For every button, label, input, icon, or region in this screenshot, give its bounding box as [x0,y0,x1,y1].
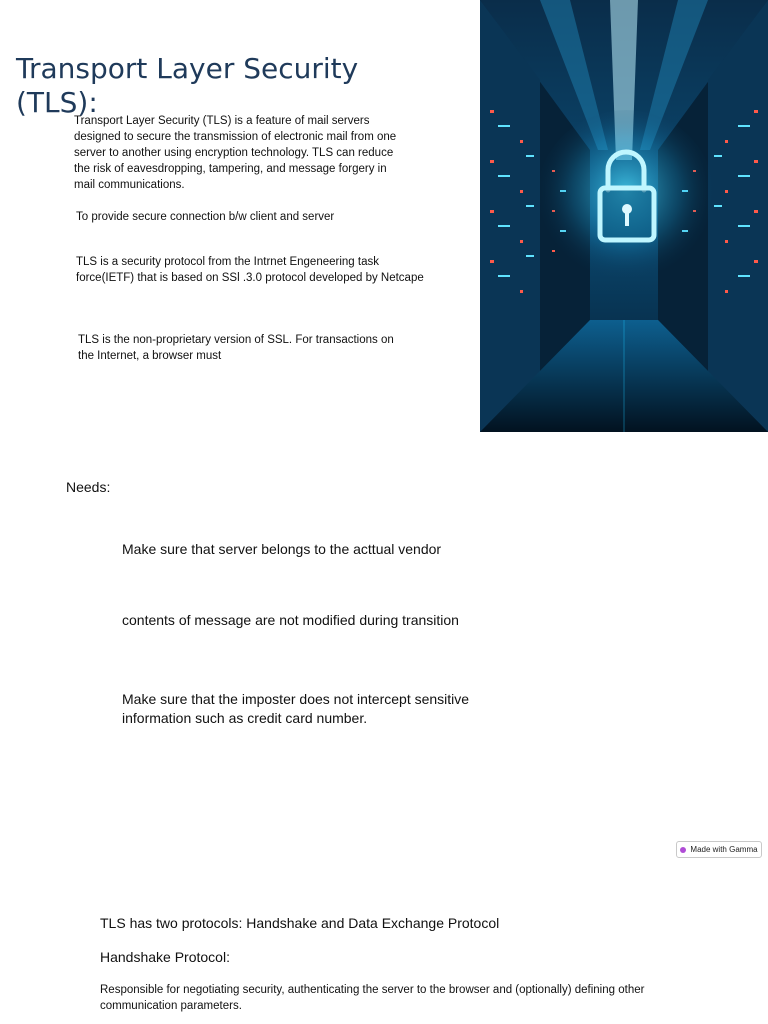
need-item-interception: Make sure that the imposter does not intercept sensitive information such as credit card number. [122,691,470,726]
made-with-gamma-badge[interactable] [676,841,762,858]
needs-heading: Needs: [66,479,111,495]
page-title: Transport Layer Security (TLS): [16,52,359,119]
gamma-logo-icon [680,847,686,853]
badge-label: Made with Gamma [690,845,758,854]
datacenter-padlock-image [480,0,768,432]
handshake-description: Responsible for negotiating security, authenticating the server to the browser and (optionally) defining other communication parameters. [100,984,645,1012]
tls-ssl-paragraph: TLS is the non-proprietary version of SSL. For transactions on the Internet, a browser must [78,334,394,362]
handshake-heading: Handshake Protocol: [100,949,230,965]
tls-definition-paragraph: Transport Layer Security (TLS) is a feature of mail servers designed to secure the transmission of electronic mail from one server to another using encryption technology. TLS can reduce the risk of eavesdropping, tampering, and message forgery in mail communications. [74,115,397,191]
protocols-summary: TLS has two protocols: Handshake and Data Exchange Protocol [100,915,500,931]
tls-protocol-origin-paragraph: TLS is a security protocol from the Intrnet Engeneering task force(IETF) that is based on SSl .3.0 protocol developed by Netcape [76,256,424,284]
tls-purpose-paragraph: To provide secure connection b/w client and server [76,211,335,223]
need-item-vendor: Make sure that server belongs to the acttual vendor [122,541,442,557]
need-item-integrity: contents of message are not modified during transition [122,612,459,628]
